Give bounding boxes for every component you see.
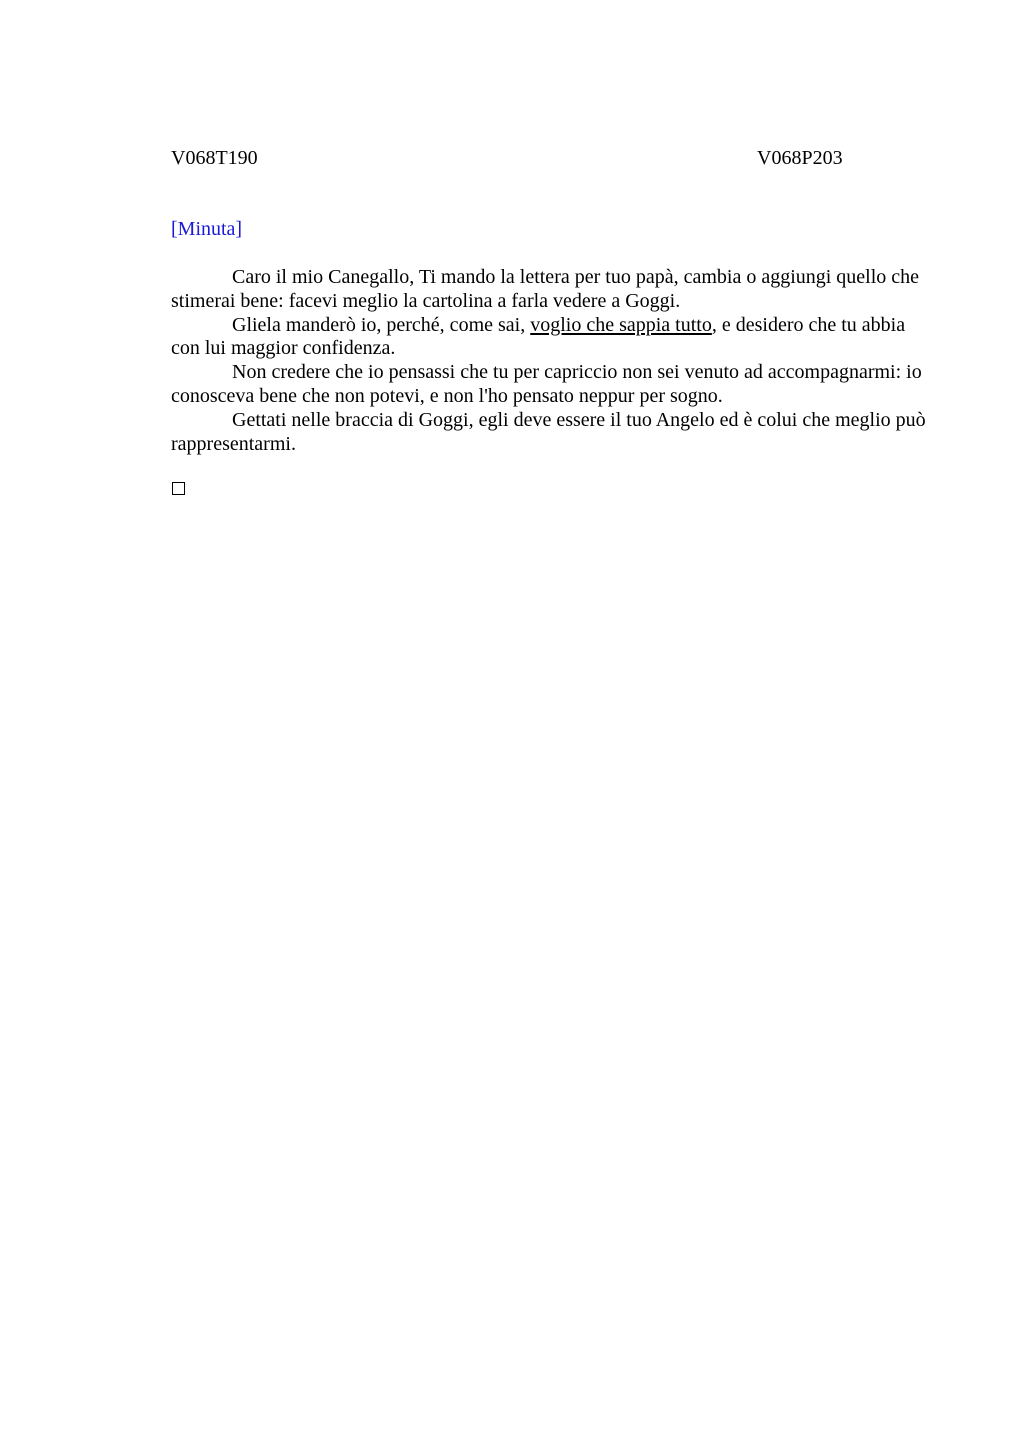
paragraph-4: Gettati nelle braccia di Goggi, egli deve essere il tuo Angelo ed è colui che meglio può rappresentarmi.: [171, 408, 926, 455]
document-code-right: V068P203: [757, 147, 843, 169]
checkbox-square-icon[interactable]: [172, 482, 185, 495]
underlined-phrase: voglio che sappia tutto: [530, 313, 712, 336]
paragraph-2-before: Gliela manderò io, perché, come sai,: [232, 313, 531, 336]
paragraph-2: [171, 314, 931, 362]
document-code-left: V068T190: [171, 147, 258, 169]
paragraph-3: Non credere che io pensassi che tu per capriccio non sei venuto ad accompagnarmi: io conosceva bene che non potevi, e non l'ho pensato neppur per sogno.: [171, 361, 922, 407]
letter-body: [171, 266, 931, 456]
paragraph-2-after: , e desidero che tu abbia con lui maggior confidenza.: [171, 313, 906, 360]
minuta-label: [Minuta]: [171, 218, 243, 240]
paragraph-1: Caro il mio Canegallo, Ti mando la lettera per tuo papà, cambia o aggiungi quello che stimerai bene: facevi meglio la cartolina a farla vedere a Goggi.: [171, 266, 920, 312]
